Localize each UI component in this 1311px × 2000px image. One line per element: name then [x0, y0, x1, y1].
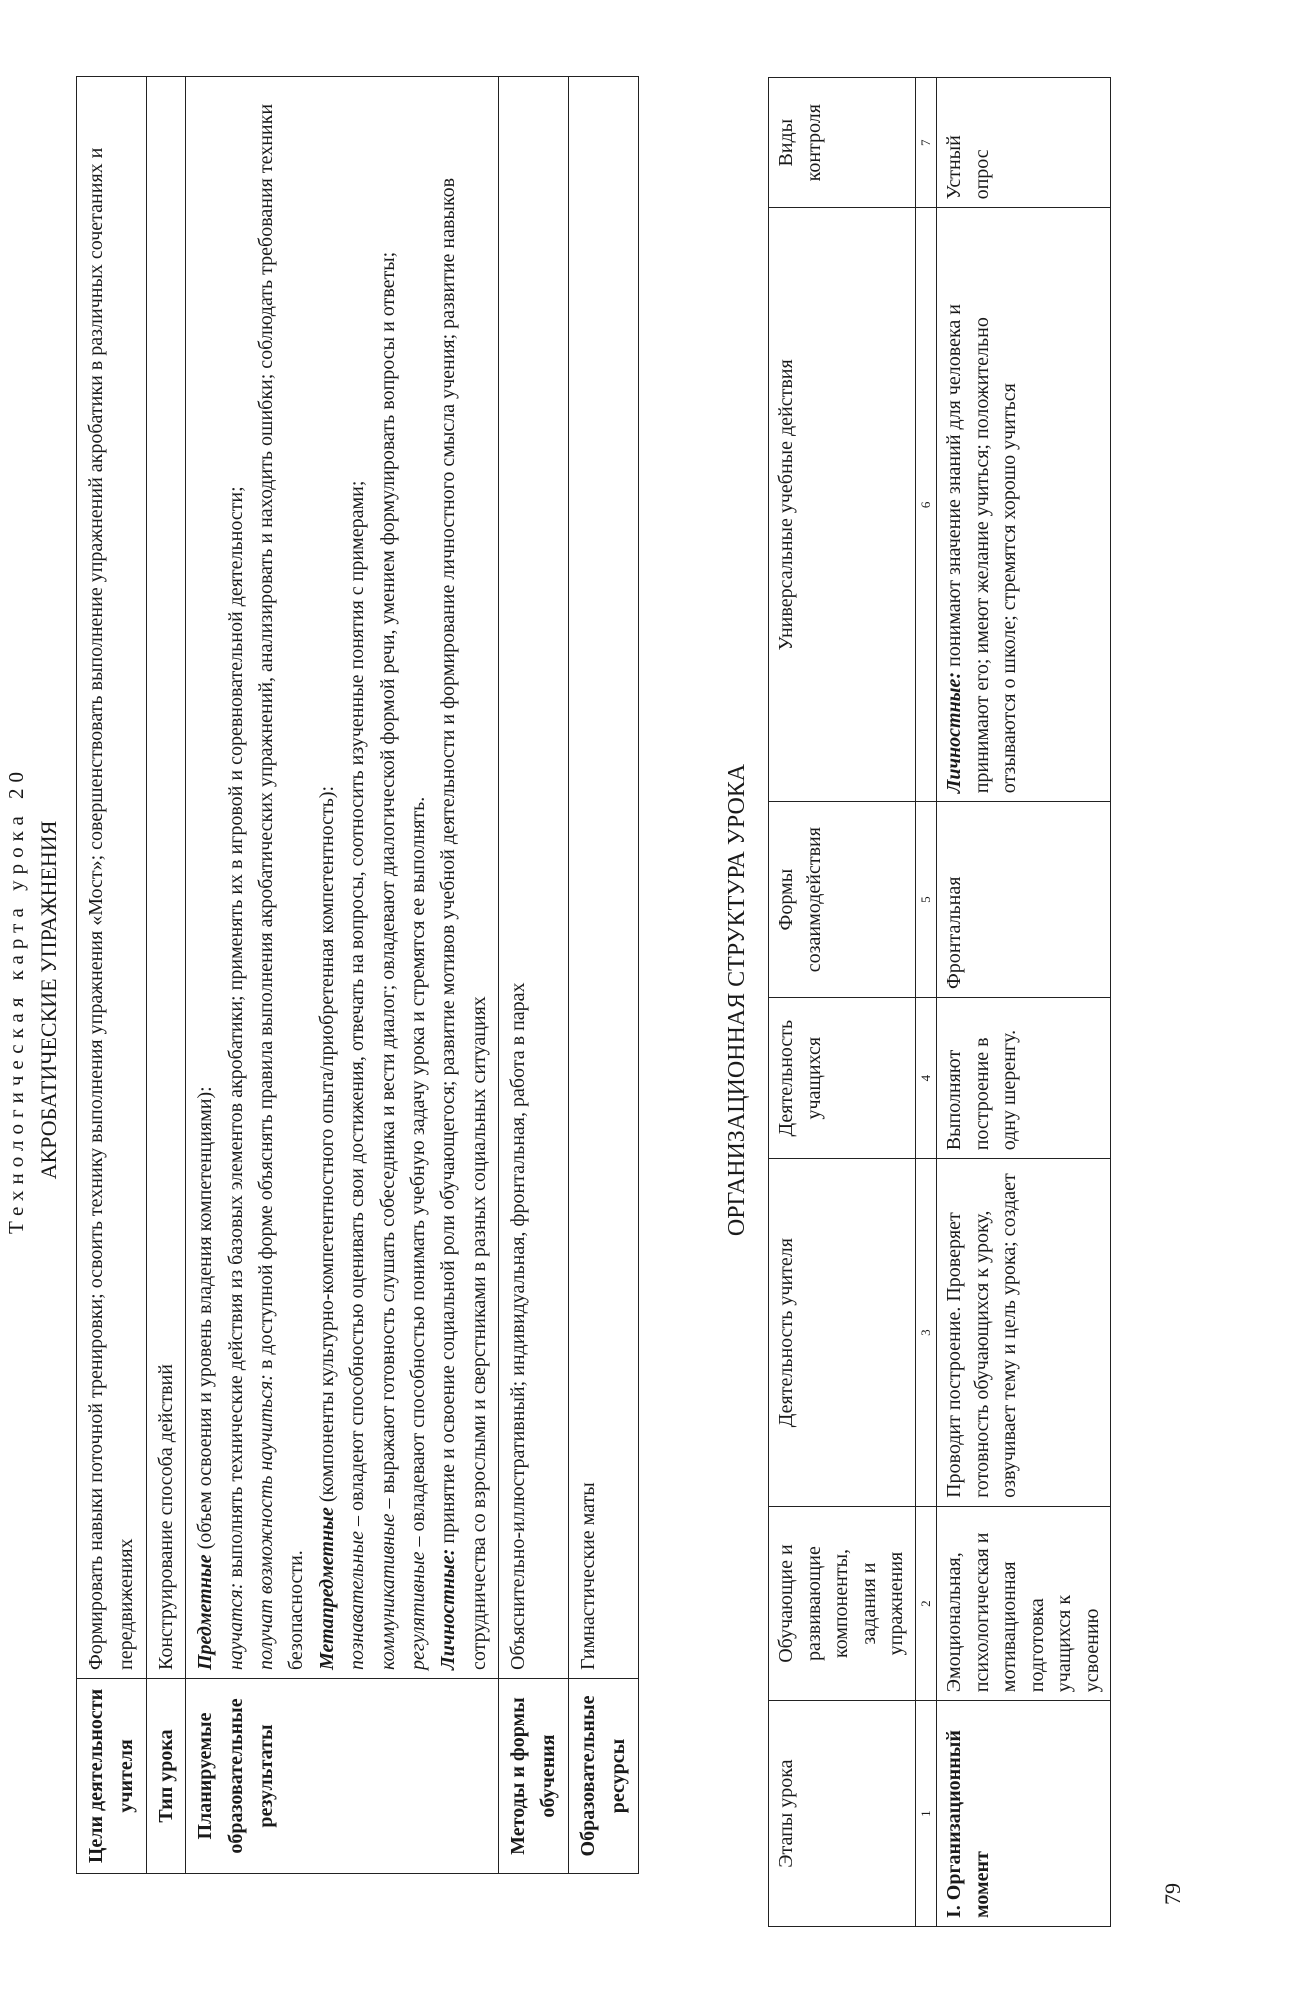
communicative-text: – выражают готовность слушать собеседника и вести диалог; овладевают диалогической формой речи, умением формулировать вопросы и ответы; — [376, 251, 399, 1514]
goals-text: Формировать навыки поточной тренировки; освоить технику выполнения упражнения «Мост»; совершенствовать выполнение упражнений акробатики в различных сочетаниях и передвижениях — [77, 77, 147, 1679]
structure-header-row — [769, 78, 916, 1927]
communicative-line — [373, 85, 403, 1670]
column-number: 7 — [915, 78, 936, 208]
uud-cell — [936, 208, 1111, 802]
results-label: Планируемые образовательные результаты — [186, 1679, 499, 1874]
learn-italic: научатся: — [224, 1582, 247, 1670]
structure-title: ОРГАНИЗАЦИОННАЯ СТРУКТУРА УРОКА — [724, 763, 750, 1237]
column-number: 2 — [915, 1506, 936, 1700]
control-cell: Устный опрос — [936, 78, 1111, 208]
learn-line — [221, 85, 251, 1670]
header-forms: Формы созаимодействия — [769, 802, 916, 998]
resources-text: Гимнастические маты — [568, 77, 638, 1679]
cognitive-italic: познавательные — [346, 1531, 369, 1670]
opportunity-line — [251, 85, 312, 1670]
cognitive-text: – овладеют способностью оценивать свои достижения, отвечать на вопросы, соотносить изученные понятия с примерами; — [346, 480, 369, 1531]
resources-label: Образовательные ресурсы — [568, 1679, 638, 1874]
students-cell: Выполняют построение в одну шеренгу. — [936, 998, 1111, 1159]
opportunity-italic: получат возможность научиться: — [254, 1374, 277, 1670]
header-stage: Этапы урока — [769, 1701, 916, 1927]
subject-heading: Предметные — [194, 1554, 217, 1670]
components-cell: Эмоциональная, психологическая и мотивационная подготовка учащихся к усвоению — [936, 1506, 1111, 1700]
methods-row — [499, 77, 569, 1874]
column-number: 5 — [915, 802, 936, 998]
meta-heading-rest: (компоненты культурно-компетентностного опыта/приобретенная компетентность): — [315, 785, 338, 1508]
subject-heading-rest: (объем освоения и уровень владения компетенциями): — [194, 1086, 217, 1555]
personal-text: принятие и освоение социальной роли обучающегося; развитие мотивов учебной деятельности и формирование личностного смысла учения; развитие навыков сотрудничества со взрослыми и сверстниками в разных социальных ситуациях — [437, 177, 490, 1670]
header-students: Деятельность учащихся — [769, 998, 916, 1159]
teacher-cell: Проводит построение. Проверяет готовность обучающихся к уроку, озвучивает тему и цель урока; создает — [936, 1159, 1111, 1507]
regulatory-line — [403, 85, 433, 1670]
stage-cell: I. Организационный момент — [936, 1701, 1111, 1927]
resources-row — [568, 77, 638, 1874]
header-uud: Универсальные учебные действия — [769, 208, 916, 802]
column-number-row — [915, 78, 936, 1927]
regulatory-italic: регулятивные — [406, 1551, 429, 1670]
goals-label: Цели деятельности учителя — [77, 1679, 147, 1874]
results-text — [186, 77, 499, 1679]
column-number: 4 — [915, 998, 936, 1159]
results-row — [186, 77, 499, 1874]
personal-heading: Личностные: — [437, 1548, 460, 1670]
table-row — [936, 78, 1111, 1927]
methods-label: Методы и формы обучения — [499, 1679, 569, 1874]
subject-results — [190, 85, 220, 1670]
methods-text: Объяснительно-иллюстративный; индивидуальная, фронтальная, работа в парах — [499, 77, 569, 1679]
lesson-type-text: Конструирование способа действий — [146, 77, 185, 1679]
regulatory-text: – овладевают способностью понимать учебную задачу урока и стремятся ее выполнять. — [406, 796, 429, 1552]
uud-italic: Личностные: — [942, 671, 965, 794]
page-title: Технологическая карта урока 20 — [4, 765, 28, 1235]
forms-cell: Фронтальная — [936, 802, 1111, 998]
column-number: 6 — [915, 208, 936, 802]
uud-text: понимают значение знаний для человека и принимают его; имеют желание учиться; положительно отзываются о школе; стремятся хорошо учиться — [942, 304, 1021, 794]
personal-results — [433, 85, 494, 1670]
header-components: Обучающие и развивающие компоненты, задания и упражнения — [769, 1506, 916, 1700]
goals-row — [77, 77, 147, 1874]
lesson-type-row — [146, 77, 185, 1874]
opportunity-text: в доступной форме объяснять правила выполнения акробатических упражнений, анализировать и находить ошибки; соблюдать требования техники безопасности. — [254, 103, 308, 1670]
page-subtitle: АКРОБАТИЧЕСКИЕ УПРАЖНЕНИЯ — [36, 820, 61, 1180]
header-control: Виды контроля — [769, 78, 916, 208]
lesson-structure-table — [768, 77, 1111, 1927]
cognitive-line — [342, 85, 372, 1670]
meta-heading: Метапредметные — [315, 1507, 338, 1670]
communicative-italic: коммуникативные — [376, 1513, 399, 1670]
lesson-type-label: Тип урока — [146, 1679, 185, 1874]
learn-text: выполнять технические действия из базовых элементов акробатики; применять их в игровой и соревновательной деятельности; — [224, 486, 247, 1583]
page-number: 79 — [1160, 1883, 1185, 1905]
meta-results — [312, 85, 342, 1670]
column-number: 1 — [915, 1701, 936, 1927]
lesson-plan-table — [76, 76, 639, 1874]
header-teacher: Деятельность учителя — [769, 1159, 916, 1507]
column-number: 3 — [915, 1159, 936, 1507]
